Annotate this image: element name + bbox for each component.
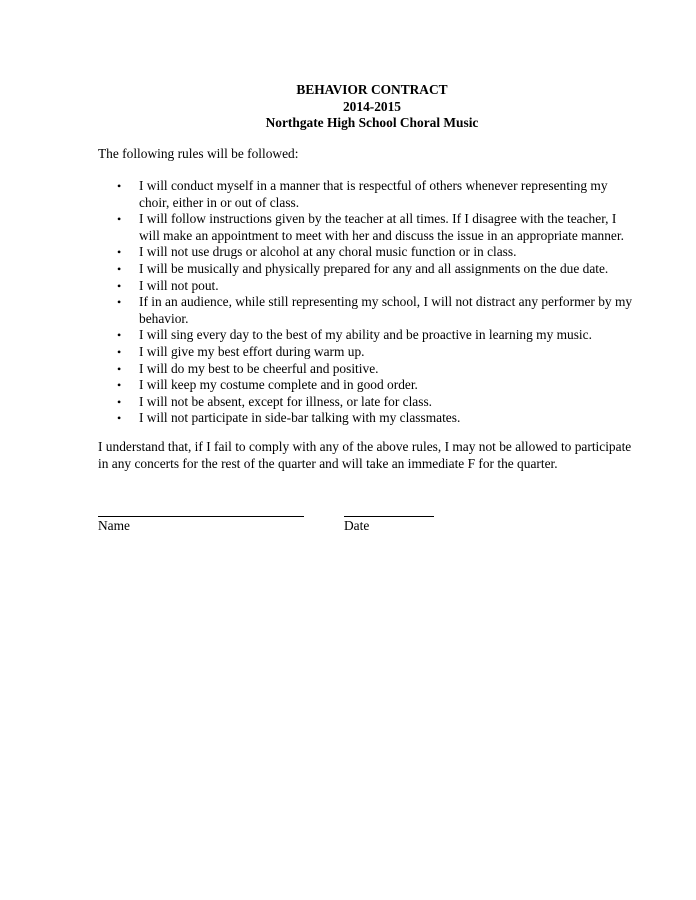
rule-text-line: I will not be absent, except for illness, or late for class. — [139, 393, 433, 409]
rule-text-line: I will not use drugs or alcohol at any choral music function or in class. — [139, 244, 517, 260]
rule-item — [98, 394, 646, 411]
rule-text-line: I will not participate in side-bar talking with my classmates. — [139, 410, 461, 426]
bullet-icon: • — [117, 328, 122, 343]
bullet-icon: • — [117, 295, 122, 310]
rule-text-line: will make an appointment to meet with her and discuss the issue in an appropriate manner. — [139, 227, 624, 243]
rules-list — [98, 178, 646, 427]
rule-text-line: I will conduct myself in a manner that is respectful of others whenever representing my — [139, 178, 608, 193]
name-signature-line — [98, 516, 304, 517]
rule-text-line: I will sing every day to the best of my ability and be proactive in learning my music. — [139, 327, 592, 343]
document-header — [0, 82, 696, 132]
rule-item — [98, 278, 646, 295]
rule-item — [98, 178, 646, 211]
rule-item — [98, 361, 646, 378]
contract-title: BEHAVIOR CONTRACT — [296, 82, 448, 97]
rule-item — [98, 410, 646, 427]
bullet-icon: • — [117, 378, 122, 393]
rule-item — [98, 261, 646, 278]
rule-item — [98, 377, 646, 394]
rule-item — [98, 244, 646, 261]
intro-text: The following rules will be followed: — [98, 146, 299, 161]
bullet-icon: • — [117, 179, 122, 193]
school-name: Northgate High School Choral Music — [265, 115, 479, 131]
date-signature-line — [344, 516, 434, 517]
closing-line: I understand that, if I fail to comply with any of the above rules, I may not be allowed to participate — [98, 439, 632, 454]
date-label: Date — [344, 518, 370, 533]
rule-text-line: I will follow instructions given by the teacher at all times. If I disagree with the teacher, I — [139, 211, 617, 227]
bullet-icon: • — [117, 344, 122, 359]
rule-text-line: I will be musically and physically prepared for any and all assignments on the due date. — [139, 260, 609, 276]
rule-item — [98, 344, 646, 361]
rule-text-line: behavior. — [139, 310, 189, 326]
rule-item — [98, 211, 646, 244]
rule-text-line: I will give my best effort during warm up. — [139, 343, 365, 359]
rule-text-line: If in an audience, while still representing my school, I will not distract any performer by my — [139, 294, 633, 310]
rule-text-line: I will do my best to be cheerful and positive. — [139, 360, 379, 376]
contract-year: 2014-2015 — [342, 98, 402, 114]
bullet-icon: • — [117, 411, 122, 426]
rule-text-line: choir, either in or out of class. — [139, 194, 300, 210]
bullet-icon: • — [117, 361, 122, 376]
bullet-icon: • — [117, 261, 122, 276]
name-label: Name — [98, 518, 130, 533]
bullet-icon: • — [117, 212, 122, 227]
bullet-icon: • — [117, 278, 122, 293]
bullet-icon: • — [117, 394, 122, 409]
bullet-icon: • — [117, 245, 122, 260]
rule-text-line: I will keep my costume complete and in good order. — [139, 377, 418, 393]
rule-item — [98, 327, 646, 344]
rule-text-line: I will not pout. — [139, 277, 219, 293]
rule-item — [98, 294, 646, 327]
closing-line: in any concerts for the rest of the quarter and will take an immediate F for the quarter. — [98, 455, 558, 471]
closing-statement — [98, 439, 650, 472]
